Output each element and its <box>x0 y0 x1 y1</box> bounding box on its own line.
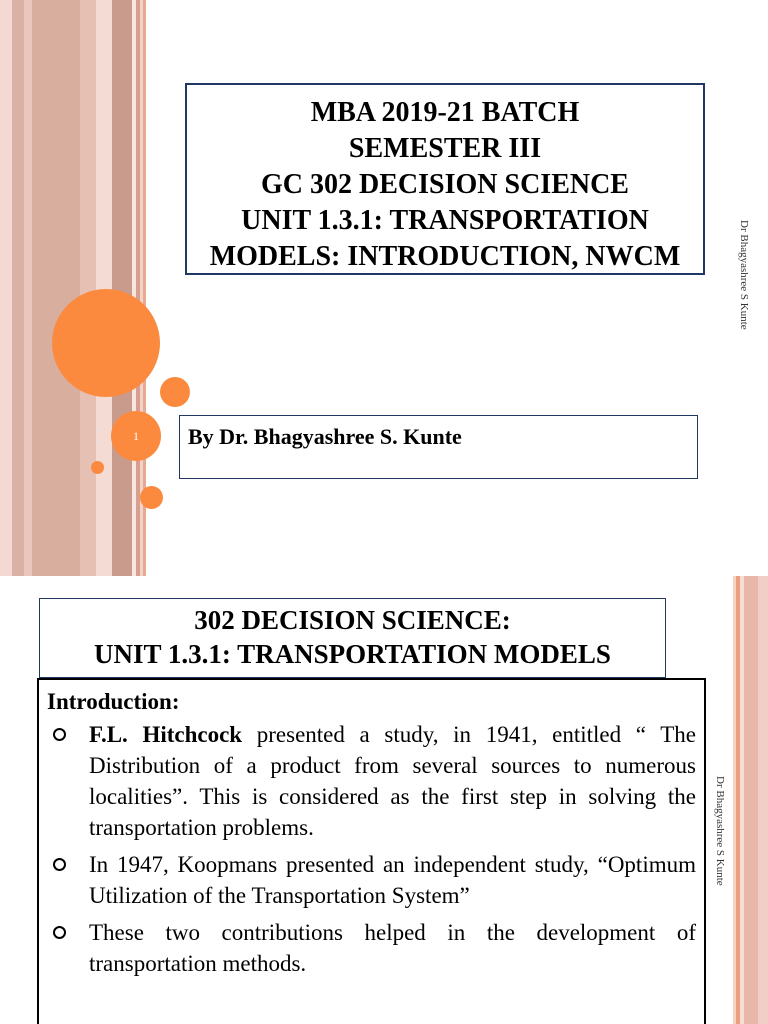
slide-title <box>39 598 666 678</box>
decor-stripe <box>12 0 24 576</box>
page-number: 1 <box>111 411 161 461</box>
decor-circle-small <box>140 486 163 509</box>
bullet-text: These two contributions helped in the development of transportation methods. <box>89 920 696 976</box>
decor-stripe <box>24 0 32 576</box>
side-author-text: Dr Bhagyashree S Kunte <box>714 776 726 886</box>
list-item <box>47 917 696 979</box>
slide-2 <box>0 576 768 1024</box>
title-line: GC 302 DECISION SCIENCE <box>261 169 629 200</box>
decor-stripe <box>744 576 758 1024</box>
circle-bullet-icon <box>53 858 66 871</box>
title-line: MODELS: INTRODUCTION, NWCM <box>209 241 681 272</box>
bullet-bold-text: F.L. Hitchcock <box>89 722 243 747</box>
list-item <box>47 719 696 843</box>
title-line: MBA 2019-21 BATCH <box>310 97 580 128</box>
decor-stripe <box>96 0 112 576</box>
circle-bullet-icon <box>53 926 66 939</box>
circle-bullet-icon <box>53 728 66 741</box>
list-item <box>47 849 696 911</box>
content-heading: Introduction: <box>47 689 180 714</box>
side-author-text: Dr Bhagyashree S Kunte <box>738 220 750 330</box>
title-line: SEMESTER III <box>348 133 542 164</box>
decor-stripe <box>80 0 96 576</box>
decor-circle-small <box>160 377 190 407</box>
content-box <box>37 678 706 1024</box>
decor-stripe <box>32 0 80 576</box>
author-box <box>179 415 698 479</box>
decor-stripe <box>0 0 12 576</box>
bullet-text: presented a study, in 1941, entitled “ The Distribution of a product from several sources to numerous localities”. This is considered as the first step in solving the transportation problems. <box>89 722 696 840</box>
title-line: 302 DECISION SCIENCE: <box>194 605 511 635</box>
decor-stripe <box>112 0 132 576</box>
decor-stripe <box>758 576 768 1024</box>
slide-title <box>185 83 705 275</box>
decor-circle-large <box>52 289 160 397</box>
author-name: By Dr. Bhagyashree S. Kunte <box>188 424 462 449</box>
bullet-text: In 1947, Koopmans presented an independent study, “Optimum Utilization of the Transportation System” <box>89 852 696 908</box>
title-line: UNIT 1.3.1: TRANSPORTATION <box>241 205 649 236</box>
title-line: UNIT 1.3.1: TRANSPORTATION MODELS <box>94 639 611 669</box>
decor-circle-tiny <box>91 461 104 474</box>
